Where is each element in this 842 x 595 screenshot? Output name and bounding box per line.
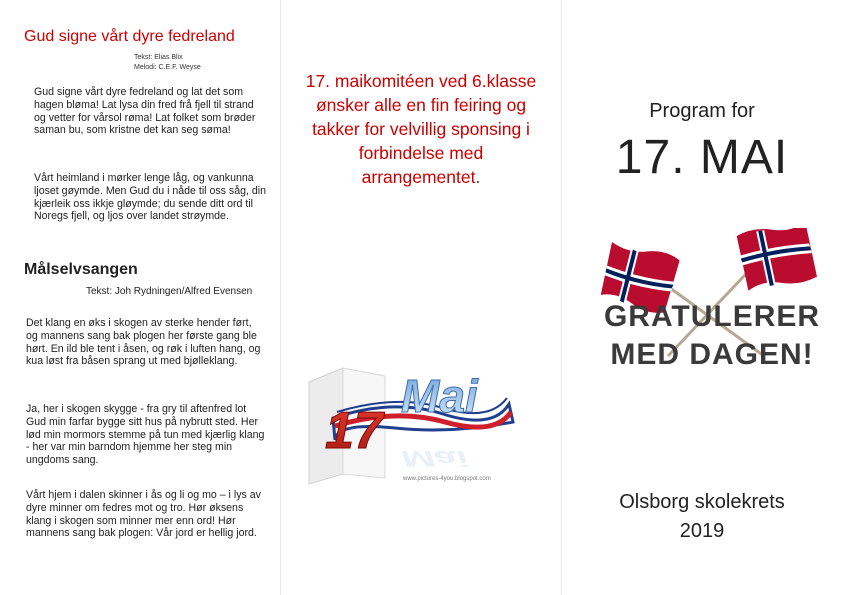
crossed-flags-graphic xyxy=(588,228,838,398)
school-year: 2019 xyxy=(679,520,725,542)
may-17-logo xyxy=(303,362,523,492)
song1-verse-1: Gud signe vårt dyre fedreland og lat det som hagen bløma! Lat lysa din fred frå fjell til strand og vetter for vårsol røma! Lat folket som brøder saman bu, som kristne det kan seg søma! xyxy=(34,86,256,137)
right-panel xyxy=(562,0,842,595)
song2-title: Målselvsangen xyxy=(24,261,138,278)
committee-text: 17. maikomitéen ved 6.klasse ønsker alle en fin feiring og takker for velvillig sponsing i forbindelse med arrangementet xyxy=(305,71,537,187)
song1-title: Gud signe vårt dyre fedreland xyxy=(24,28,235,45)
school-block xyxy=(562,488,842,546)
song2-credit: Tekst: Joh Rydningen/Alfred Evensen xyxy=(86,286,253,297)
logo-text-mai: Mai xyxy=(401,370,478,422)
banner-line-1: GRATULERER xyxy=(603,300,821,333)
may-17-logo-graphic xyxy=(303,362,523,492)
program-for-label: Program for xyxy=(649,100,755,122)
school-name: Olsborg skolekrets xyxy=(619,491,785,513)
congratulations-banner xyxy=(588,228,838,398)
logo-text-17: 17 xyxy=(325,402,383,460)
committee-period: . xyxy=(475,167,481,187)
committee-thanks-text xyxy=(303,69,539,189)
song1-verse-2: Vårt heimland i mørker lenge låg, og vankunna ljoset gøymde. Men Gud du i nåde til oss såg, din kjærleik oss ikkje gløymde; du sende ditt ord til Noregs fjell, og ljos over landet strøymde. xyxy=(34,172,267,223)
norway-flag-right-icon xyxy=(736,228,817,292)
left-panel xyxy=(0,0,280,595)
page-title: 17. MAI xyxy=(615,131,789,184)
song2-verse-3: Vårt hjem i dalen skinner i ås og li og mo – i lys av dyre minner om fedres mot og tro. Hør øksens klang i skogen som minner mer enn ord! Hør mannens sang bak plogen: Vår jord er hellig jord. xyxy=(26,489,261,540)
middle-panel xyxy=(281,0,561,595)
song2-verse-2: Ja, her i skogen skygge - fra gry til aftenfred lot Gud min farfar bygge sitt hus på nybrutt sted. Her lød min mormors stemme på tun med kjærlig klang - her var min barndom hjemme her steg min ungdoms sang. xyxy=(26,403,265,467)
song1-credit-melody: Melodi: C.E.F. Weyse xyxy=(134,64,201,71)
banner-line-2: MED DAGEN! xyxy=(610,338,814,371)
song2-verse-1: Det klang en øks i skogen av sterke hender ført, og mannens sang bak plogen her første gang ble hørt. En ild ble tent i åsen, og røk i luften hang, og kua løst fra båsen sprang ut med bjølleklang. xyxy=(26,317,261,368)
logo-website: www.pictures-4you.blogspot.com xyxy=(403,476,491,482)
logo-text-mai-reflection: Mai xyxy=(401,446,468,471)
song1-credit-text: Tekst: Elias Blix xyxy=(134,54,183,61)
